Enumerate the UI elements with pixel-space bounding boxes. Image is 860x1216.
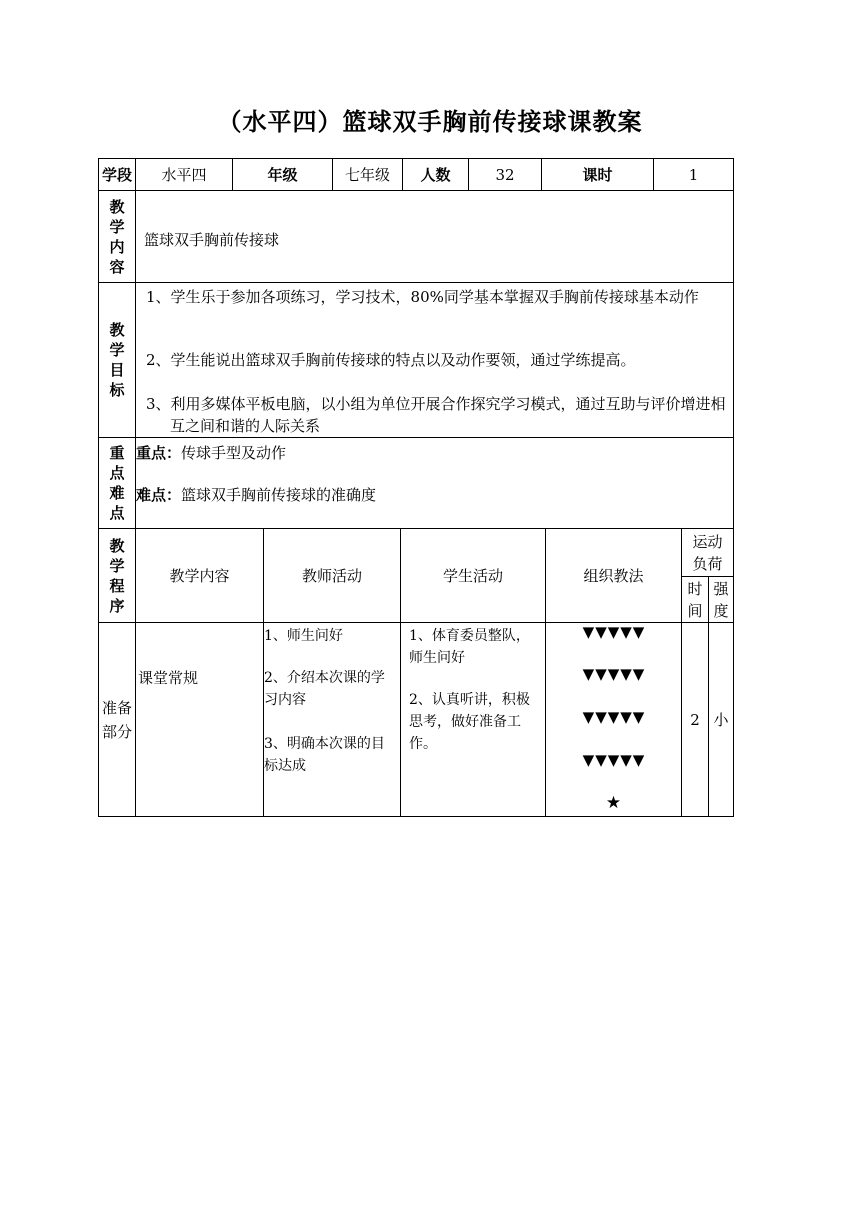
prep-student-cell — [400, 622, 546, 817]
page-title: （水平四）篮球双手胸前传接球课教案 — [217, 108, 643, 136]
goal-item-3: 3、利用多媒体平板电脑，以小组为单位开展合作探究学习模式，通过互助与评价增进相互之间和谐的人际关系 — [146, 395, 726, 435]
stage-value: 水平四 — [135, 158, 233, 191]
hours-label: 课时 — [541, 158, 654, 191]
key-point-line — [136, 442, 286, 463]
prep-time: 2 — [681, 622, 709, 817]
intensity-header-text: 强度 — [713, 579, 729, 620]
col-intensity-header — [708, 576, 734, 623]
prep-student-item-2: 2、认真听讲，积极思考，做好准备工作。 — [409, 692, 530, 752]
content-value: 篮球双手胸前传接球 — [144, 231, 280, 249]
procedure-label: 教学程序 — [109, 536, 125, 615]
prep-teacher-item-1: 1、师生问好 — [264, 628, 343, 644]
prep-teacher-item-2: 2、介绍本次课的学习内容 — [264, 670, 385, 708]
col-teacher-header: 教师活动 — [263, 528, 401, 623]
count-label: 人数 — [402, 158, 469, 191]
difficulty-value: 篮球双手胸前传接球的准确度 — [181, 486, 377, 504]
prep-intensity: 小 — [708, 622, 734, 817]
prep-label: 准备部分 — [101, 698, 132, 741]
prep-label-cell — [98, 622, 136, 817]
grade-value: 七年级 — [332, 158, 403, 191]
content-value-cell — [135, 190, 734, 283]
col-organization-header: 组织教法 — [545, 528, 682, 623]
goals-label-cell — [98, 282, 136, 438]
formation-row-2: ▼▼▼▼▼ — [582, 665, 646, 683]
content-label: 教学内容 — [109, 197, 125, 276]
prep-teacher-cell — [263, 622, 401, 817]
goal-item-2: 2、学生能说出篮球双手胸前传接球的特点以及动作要领，通过学练提高。 — [146, 351, 636, 369]
hours-value: 1 — [653, 158, 734, 191]
goal-item-1: 1、学生乐于参加各项练习，学习技术，80%同学基本掌握双手胸前传接球基本动作 — [146, 288, 699, 306]
grade-label: 年级 — [232, 158, 333, 191]
difficulty-label: 难点： — [136, 486, 182, 504]
procedure-label-cell — [98, 528, 136, 623]
load-header-text: 运动负荷 — [692, 532, 723, 573]
formation-row-3: ▼▼▼▼▼ — [582, 708, 646, 726]
prep-content-cell — [135, 622, 264, 817]
key-point-label: 重点： — [136, 444, 182, 462]
time-header-text: 时间 — [687, 579, 703, 620]
key-point-value: 传球手型及动作 — [181, 444, 287, 462]
prep-teacher-item-3: 3、明确本次课的目标达成 — [264, 736, 385, 774]
formation-row-4: ▼▼▼▼▼ — [582, 751, 646, 769]
teacher-star-icon: ★ — [605, 793, 623, 813]
count-value: 32 — [468, 158, 542, 191]
keypoints-label-cell — [98, 437, 136, 529]
keypoints-cell — [135, 437, 734, 529]
col-content-header: 教学内容 — [135, 528, 264, 623]
prep-content: 课堂常规 — [138, 669, 199, 687]
col-time-header — [681, 576, 709, 623]
prep-student-item-1: 1、体育委员整队，师生问好 — [409, 628, 530, 666]
col-load-header — [681, 528, 734, 577]
difficulty-line — [136, 484, 376, 505]
content-label-cell — [98, 190, 136, 283]
stage-label: 学段 — [98, 158, 136, 191]
formation-row-1: ▼▼▼▼▼ — [582, 623, 646, 641]
goals-label: 教学目标 — [109, 321, 125, 399]
keypoints-label: 重点难点 — [109, 444, 125, 522]
col-student-header: 学生活动 — [400, 528, 546, 623]
